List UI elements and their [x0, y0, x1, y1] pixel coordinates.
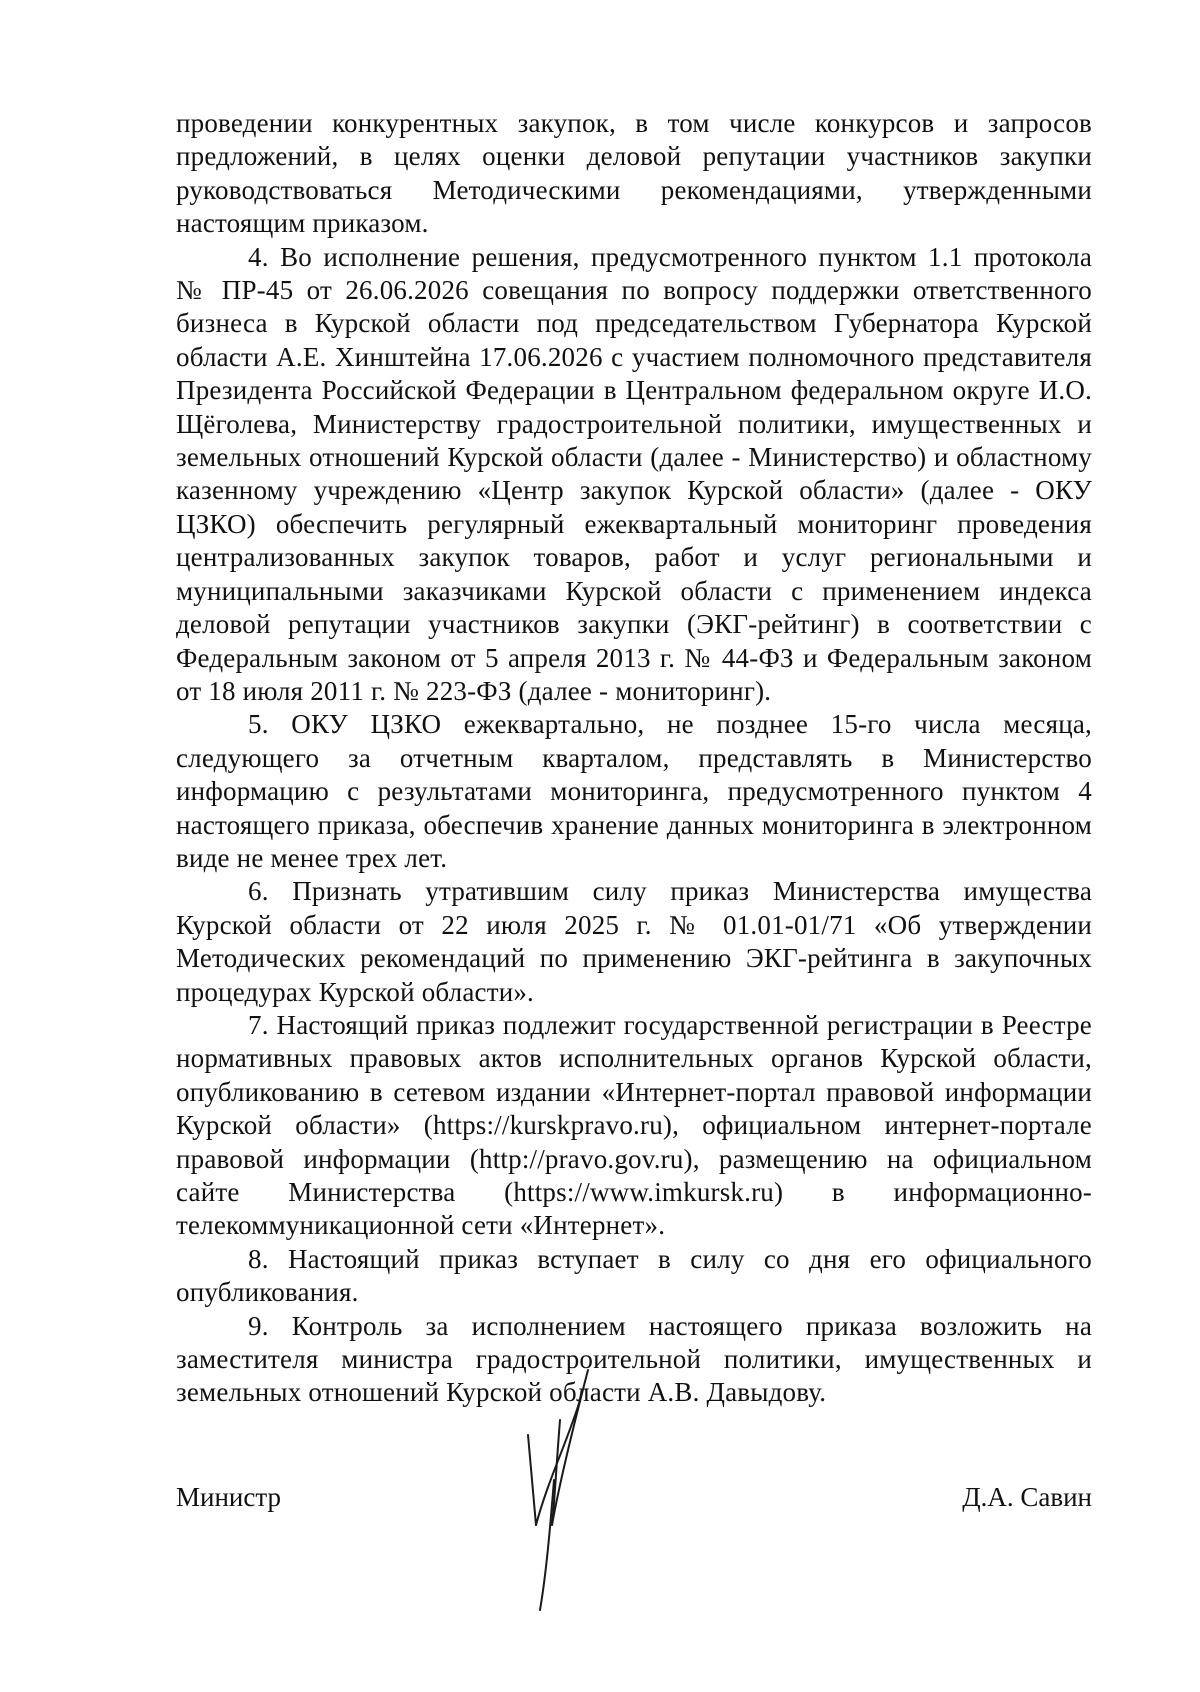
handwritten-signature [520, 1360, 640, 1620]
paragraph-8: 8. Настоящий приказ вступает в силу со дня его официального опубликования. [176, 1243, 1092, 1308]
document-body [176, 107, 1092, 1410]
paragraph-3-continuation: проведении конкурентных закупок, в том числе конкурсов и запросов предложений, в целях оценки деловой репутации участников закупки руководствоваться Методическими рекомендациями, утвержденными настоящим приказом. [176, 108, 1092, 239]
paragraph-6: 6. Признать утратившим силу приказ Министерства имущества Курской области от 22 июля 2025 г. № 01.01-01/71 «Об утверждении Методических рекомендаций по применению ЭКГ-рейтинга в закупочных процедурах Курской области». [176, 876, 1092, 1007]
paragraph-5: 5. ОКУ ЦЗКО ежеквартально, не позднее 15-го числа месяца, следующего за отчетным кварталом, представлять в Министерство информацию с результатами мониторинга, предусмотренного пунктом 4 настоящего приказа, обеспечив хранение данных мониторинга в электронном виде не менее трех лет. [176, 709, 1092, 873]
signatory-name: Д.А. Савин [962, 1482, 1092, 1512]
paragraph-4: 4. Во исполнение решения, предусмотренного пунктом 1.1 протокола № ПР-45 от 26.06.2026 совещания по вопросу поддержки ответственного бизнеса в Курской области под председательством Губернатора Курской области А.Е. Хинштейна 17.06.2026 с участием полномочного представителя Президента Российской Федерации в Центральном федеральном округе И.О. Щёголева, Министерству градостроительной политики, имущественных и земельных отношений Курской области (далее - Министерство) и областному казенному учреждению «Центр закупок Курской области» (далее - ОКУ ЦЗКО) обеспечить регулярный ежеквартальный мониторинг проведения централизованных закупок товаров, работ и услуг региональными и муниципальными заказчиками Курской области с применением индекса деловой репутации участников закупки (ЭКГ-рейтинг) в соответствии с Федеральным законом от 5 апреля 2013 г. № 44-ФЗ и Федеральным законом от 18 июля 2011 г. № 223-ФЗ (далее - мониторинг). [176, 241, 1092, 706]
signatory-title: Министр [176, 1482, 281, 1512]
paragraph-7: 7. Настоящий приказ подлежит государственной регистрации в Реестре нормативных правовых актов исполнительных органов Курской области, опубликованию в сетевом издании «Интернет-портал правовой информации Курской области» (https://kurskpravo.ru), официальном интернет-портале правовой информации (http://pravo.gov.ru), размещению на официальном сайте Министерства (https://www.imkursk.ru) в информационно-телекоммуникационной сети «Интернет». [176, 1009, 1092, 1241]
paragraph-9: 9. Контроль за исполнением настоящего приказа возложить на заместителя министра градостроительной политики, имущественных и земельных отношений Курской области А.В. Давыдову. [176, 1310, 1092, 1408]
